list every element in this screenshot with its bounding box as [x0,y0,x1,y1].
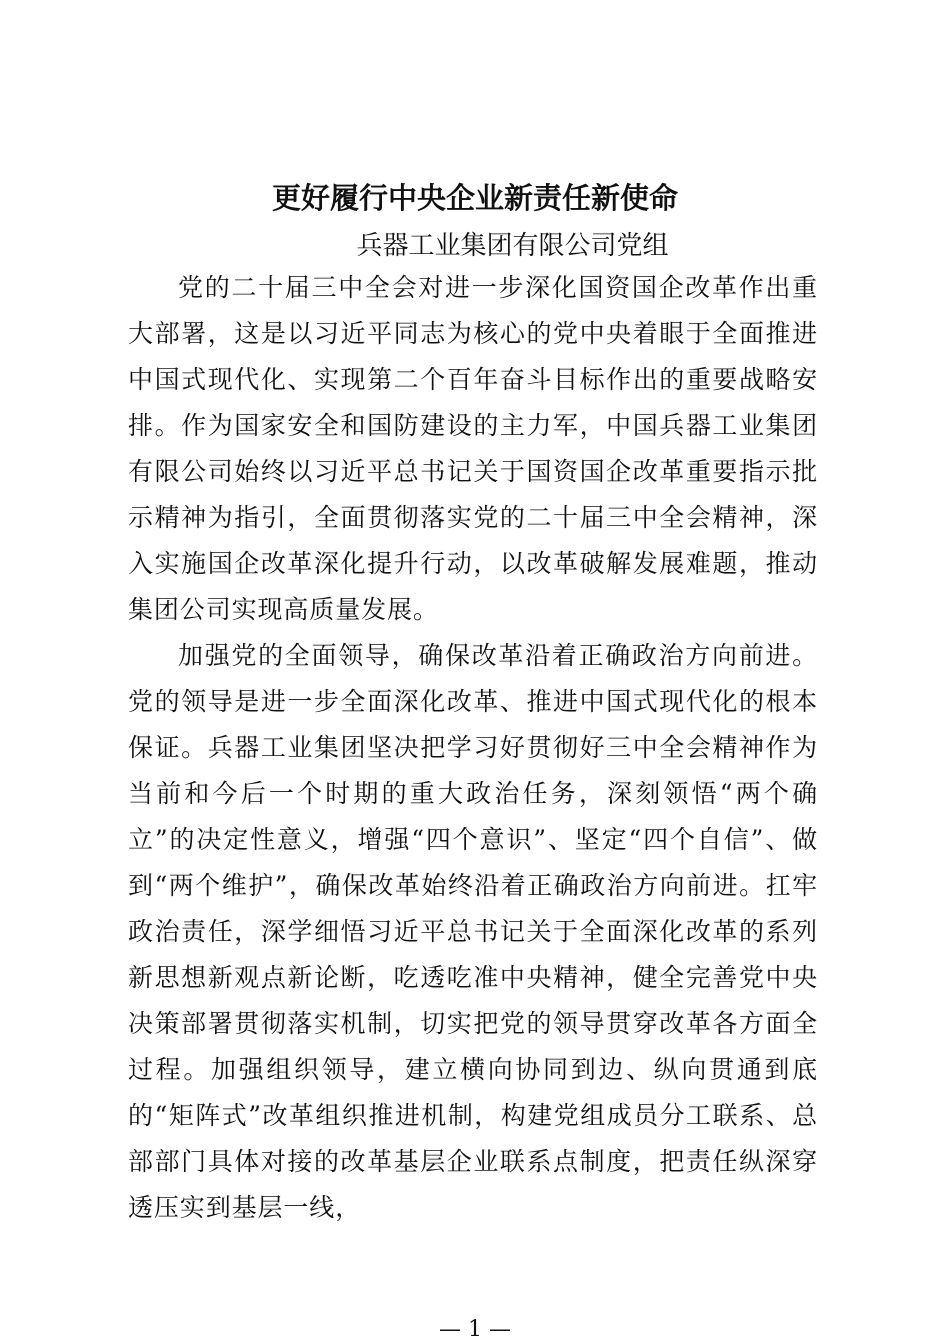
document-author: 兵器工业集团有限公司党组 [356,231,669,261]
document-body [128,265,818,1231]
paragraph-1: 党的二十届三中全会对进一步深化国资国企改革作出重大部署，这是以习近平同志为核心的党中央着眼于全面推进中国式现代化、实现第二个百年奋斗目标作出的重要战略安排。作为国家安全和国防建设的主力军，中国兵器工业集团有限公司始终以习近平总书记关于国资国企改革重要指示批示精神为指引，全面贯彻落实党的二十届三中全会精神，深入实施国企改革深化提升行动，以改革破解发展难题，推动集团公司实现高质量发展。 [128,273,818,624]
document-title: 更好履行中央企业新责任新使命 [271,181,678,215]
paragraph-2: 加强党的全面领导，确保改革沿着正确政治方向前进。党的领导是进一步全面深化改革、推进中国式现代化的根本保证。兵器工业集团坚决把学习好贯彻好三中全会精神作为当前和今后一个时期的重大政治任务，深刻领悟“两个确立”的决定性意义，增强“四个意识”、坚定“四个自信”、做到“两个维护”，确保改革始终沿着正确政治方向前进。扛牢政治责任，深学细悟习近平总书记关于全面深化改革的系列新思想新观点新论断，吃透吃准中央精神，健全完善党中央决策部署贯彻落实机制，切实把党的领导贯穿改革各方面全过程。加强组织领导，建立横向协同到边、纵向贯通到底的“矩阵式”改革组织推进机制，构建党组成员分工联系、总部部门具体对接的改革基层企业联系点制度，把责任纵深穿透压实到基层一线， [128,641,818,1222]
page-number: — 1 — [439,1317,511,1342]
